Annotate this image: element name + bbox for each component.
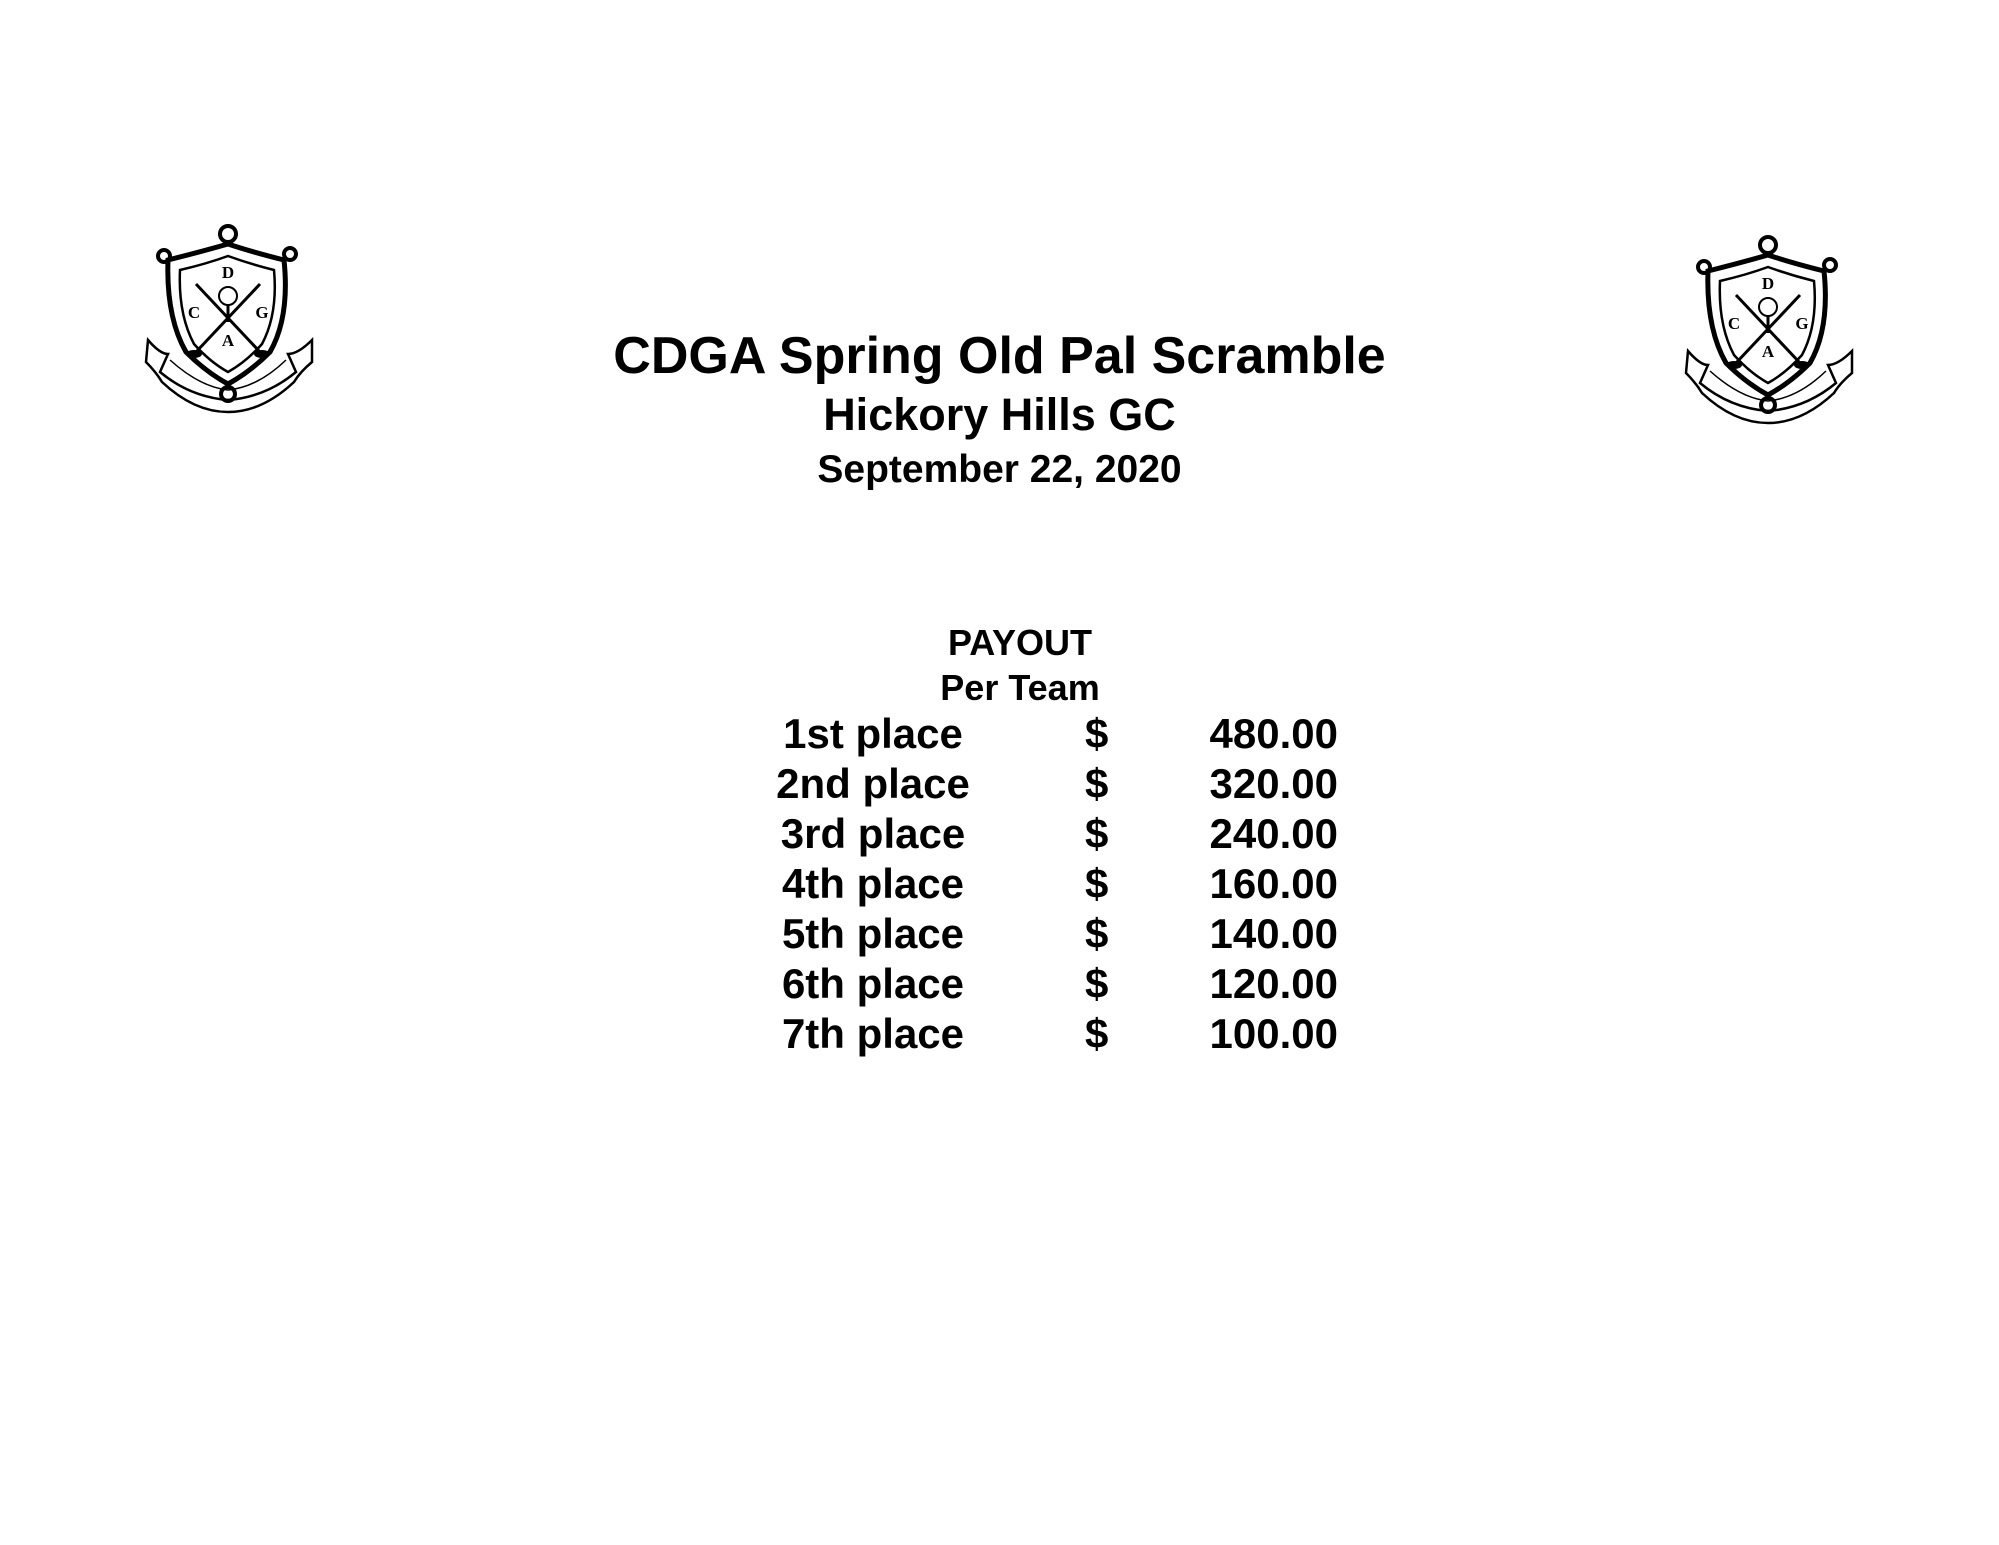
payout-row xyxy=(760,859,1340,909)
crest-letter-d: D xyxy=(1761,274,1775,293)
crest-letter-c: C xyxy=(1727,314,1741,333)
crest-letter-g: G xyxy=(255,303,269,322)
currency-symbol: $ xyxy=(1085,710,1109,757)
payout-amount: 480.00 xyxy=(1209,710,1338,757)
payout-table xyxy=(760,709,1340,1059)
payout-row xyxy=(760,1009,1340,1059)
crest-letter-c: C xyxy=(187,303,201,322)
place-label: 1st place xyxy=(783,710,963,757)
payout-row xyxy=(760,959,1340,1009)
currency-symbol: $ xyxy=(1085,810,1109,857)
payout-amount: 320.00 xyxy=(1209,760,1338,807)
currency-symbol: $ xyxy=(1085,860,1109,907)
event-date: September 22, 2020 xyxy=(817,448,1182,491)
payout-amount: 240.00 xyxy=(1209,810,1338,857)
payout-row xyxy=(760,759,1340,809)
currency-symbol: $ xyxy=(1085,960,1109,1007)
place-label: 6th place xyxy=(781,960,965,1007)
currency-symbol: $ xyxy=(1085,910,1109,957)
payout-amount: 120.00 xyxy=(1209,960,1338,1007)
crest-letter-a: A xyxy=(1761,342,1775,361)
venue-name: Hickory Hills GC xyxy=(823,389,1176,440)
payout-amount: 140.00 xyxy=(1209,910,1338,957)
payout-amount: 160.00 xyxy=(1209,860,1338,907)
currency-symbol: $ xyxy=(1085,1010,1109,1057)
page-title: CDGA Spring Old Pal Scramble xyxy=(613,327,1386,385)
payout-row xyxy=(760,909,1340,959)
currency-symbol: $ xyxy=(1085,760,1109,807)
crest-letter-g: G xyxy=(1795,314,1809,333)
place-label: 3rd place xyxy=(780,810,966,857)
payout-subheading: Per Team xyxy=(940,667,1100,708)
payout-row xyxy=(760,709,1340,759)
payout-heading: PAYOUT xyxy=(947,622,1093,663)
crest-letter-d: D xyxy=(221,263,235,282)
payout-amount: 100.00 xyxy=(1209,1010,1338,1057)
place-label: 4th place xyxy=(781,860,965,907)
place-label: 5th place xyxy=(781,910,965,957)
crest-letter-a: A xyxy=(221,331,235,350)
place-label: 2nd place xyxy=(776,760,970,807)
payout-row xyxy=(760,809,1340,859)
place-label: 7th place xyxy=(781,1010,965,1057)
